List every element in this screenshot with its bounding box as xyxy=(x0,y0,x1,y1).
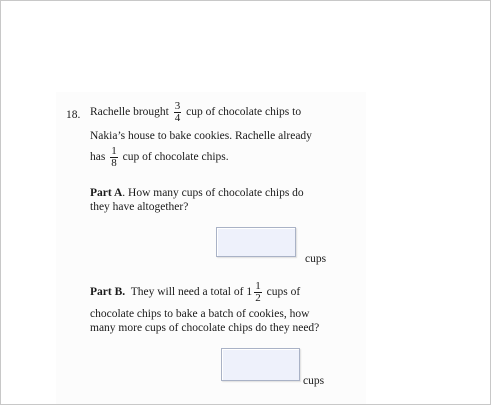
fraction-one-eighth xyxy=(110,146,118,169)
part-b-text-1-end: cups of xyxy=(266,286,301,299)
fraction-three-fourths xyxy=(174,101,182,124)
part-b-line-3: many more cups of chocolate chips do they need? xyxy=(90,322,320,334)
part-a-line-2: they have altogether? xyxy=(90,201,189,213)
fraction-one-half xyxy=(254,281,262,304)
part-a-label: Part A xyxy=(90,187,123,199)
fraction-denominator: 4 xyxy=(174,112,181,124)
question-line-1-end: cup of chocolate chips to xyxy=(186,106,302,119)
question-line-3-end: cup of chocolate chips. xyxy=(122,151,229,164)
question-line-1-start: Rachelle brought xyxy=(90,106,169,119)
question-line-3-start: has xyxy=(90,151,106,164)
part-b-label: Part B. xyxy=(90,286,126,299)
part-b-answer-input[interactable] xyxy=(222,349,299,380)
fraction-numerator: 1 xyxy=(111,145,117,157)
fraction-denominator: 8 xyxy=(111,157,117,169)
question-line-2: Nakia’s house to bake cookies. Rachelle already xyxy=(90,130,312,142)
fraction-numerator: 3 xyxy=(174,100,181,112)
part-a-text-1: . How many cups of chocolate chips do xyxy=(122,187,304,199)
part-b-answer-box[interactable] xyxy=(221,348,300,381)
mixed-number-whole: 1 xyxy=(246,284,253,299)
fraction-numerator: 1 xyxy=(255,280,261,292)
part-b-text-1-start: They will need a total of xyxy=(130,286,244,299)
part-b-unit: cups xyxy=(303,375,325,387)
part-a-answer-box[interactable] xyxy=(216,227,296,257)
part-a-answer-input[interactable] xyxy=(217,228,295,256)
part-a-unit: cups xyxy=(305,253,327,265)
part-b-line-2: chocolate chips to bake a batch of cookies, how xyxy=(90,308,310,320)
question-number: 18. xyxy=(66,109,81,121)
part-b-line-1 xyxy=(90,281,300,304)
part-a-line-1 xyxy=(90,186,304,200)
fraction-denominator: 2 xyxy=(255,292,261,304)
question-line-1 xyxy=(90,101,301,124)
question-line-3 xyxy=(90,146,229,169)
